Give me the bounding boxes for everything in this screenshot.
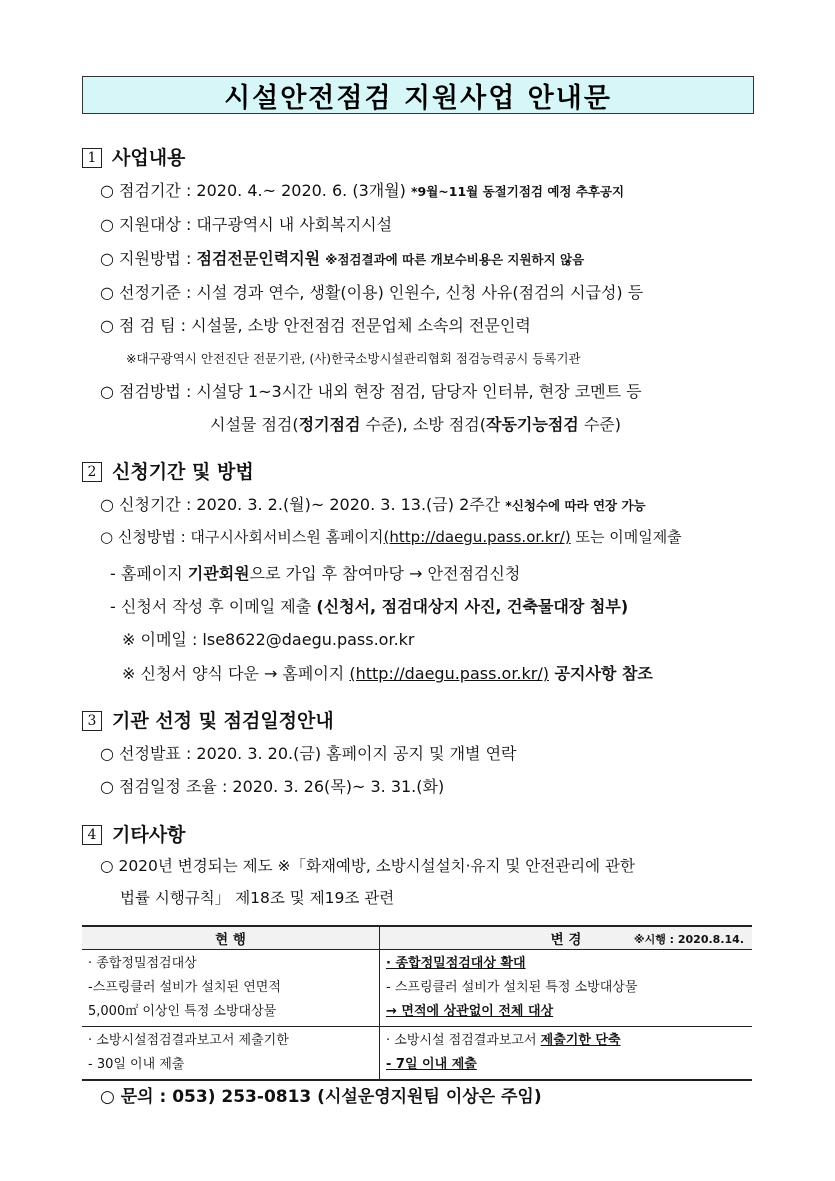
s3-schedule: ○ 점검일정 조율 : 2020. 3. 26(목)~ 3. 31.(화) xyxy=(100,777,445,796)
header-change: 변 경 ※시행 : 2020.8.14. xyxy=(380,926,753,950)
s2-email: ※ 이메일 : lse8622@daegu.pass.or.kr xyxy=(122,630,415,649)
table-row xyxy=(82,950,752,1027)
section-number: 3 xyxy=(82,711,102,731)
s1-period: ○ 점검기간 : 2020. 4.~ 2020. 6. (3개월) *9월~11월 동절기점검 예정 추후공지 xyxy=(100,181,625,200)
s2-homepage: - 홈페이지 기관회원으로 가입 후 참여마당 → 안전점검신청 xyxy=(110,564,521,583)
s1-inspect-1: ○ 점검방법 : 시설당 1~3시간 내외 현장 점검, 담당자 인터뷰, 현장 코멘트 등 xyxy=(100,382,642,401)
enforcement-note: ※시행 : 2020.8.14. xyxy=(633,933,744,946)
homepage-link[interactable]: (http://daegu.pass.or.kr/) xyxy=(349,664,549,683)
homepage-link[interactable]: (http://daegu.pass.or.kr/) xyxy=(383,528,571,546)
section-4-header xyxy=(82,820,185,847)
s1-target: ○ 지원대상 : 대구광역시 내 사회복지시설 xyxy=(100,215,393,234)
s2-method: ○ 신청방법 : 대구시사회서비스원 홈페이지(http://daegu.pass.or.kr/) 또는 이메일제출 xyxy=(100,528,682,546)
change-cell: · 소방시설 점검결과보고서 제출기한 단축 - 7일 이내 제출 xyxy=(380,1027,753,1081)
current-cell: · 소방시설점검결과보고서 제출기한 - 30일 이내 제출 xyxy=(82,1027,380,1081)
comparison-table xyxy=(82,925,752,1081)
table-row xyxy=(82,1027,752,1081)
s1-inspect-2: 시설물 점검(정기점검 수준), 소방 점검(작동기능점검 수준) xyxy=(210,415,622,434)
section-title: 기타사항 xyxy=(112,824,186,846)
section-2-header xyxy=(82,457,254,484)
section-3-header xyxy=(82,706,334,733)
s4-line-1: ○ 2020년 변경되는 제도 ※「화재예방, 소방시설설치·유지 및 안전관리에 관한 xyxy=(100,857,636,875)
s2-form-download: ※ 신청서 양식 다운 → 홈페이지 (http://daegu.pass.or.kr/) 공지사항 참조 xyxy=(122,664,653,683)
s1-team-note: ※대구광역시 안전진단 전문기관, (사)한국소방시설관리협회 점검능력공시 등록기관 xyxy=(126,351,581,366)
header-current: 현 행 xyxy=(82,926,380,950)
s3-announce: ○ 선정발표 : 2020. 3. 20.(금) 홈페이지 공지 및 개별 연락 xyxy=(100,744,517,763)
change-cell: · 종합정밀점검대상 확대 - 스프링클러 설비가 설치된 특정 소방대상물 → 면적에 상관없이 전체 대상 xyxy=(380,950,753,1027)
s2-period: ○ 신청기간 : 2020. 3. 2.(월)~ 2020. 3. 13.(금) 2주간 *신청수에 따라 연장 가능 xyxy=(100,495,646,514)
s1-method: ○ 지원방법 : 점검전문인력지원 ※점검결과에 따른 개보수비용은 지원하지 않음 xyxy=(100,249,585,268)
contact-line: ○ 문의 : 053) 253-0813 (시설운영지원팀 이상은 주임) xyxy=(100,1087,542,1107)
section-1-header xyxy=(82,143,185,170)
s4-line-2: 법률 시행규칙」 제18조 및 제19조 관련 xyxy=(120,889,395,907)
s1-team: ○ 점 검 팀 : 시설물, 소방 안전점검 전문업체 소속의 전문인력 xyxy=(100,316,531,335)
section-number: 1 xyxy=(82,148,102,168)
s1-criteria: ○ 선정기준 : 시설 경과 연수, 생활(이용) 인원수, 신청 사유(점검의 시급성) 등 xyxy=(100,283,644,302)
section-title: 신청기간 및 방법 xyxy=(112,461,254,483)
section-number: 4 xyxy=(82,825,102,845)
s2-email-submit: - 신청서 작성 후 이메일 제출 (신청서, 점검대상지 사진, 건축물대장 첨부) xyxy=(110,597,629,616)
page-title: 시설안전점검 지원사업 안내문 xyxy=(224,82,612,114)
title-box xyxy=(82,76,754,114)
section-title: 사업내용 xyxy=(112,147,186,169)
section-title: 기관 선정 및 점검일정안내 xyxy=(112,710,334,732)
current-cell: · 종합정밀점검대상 -스프링클러 설비가 설치된 연면적 5,000㎡ 이상인 특정 소방대상물 xyxy=(82,950,380,1027)
section-number: 2 xyxy=(82,462,102,482)
